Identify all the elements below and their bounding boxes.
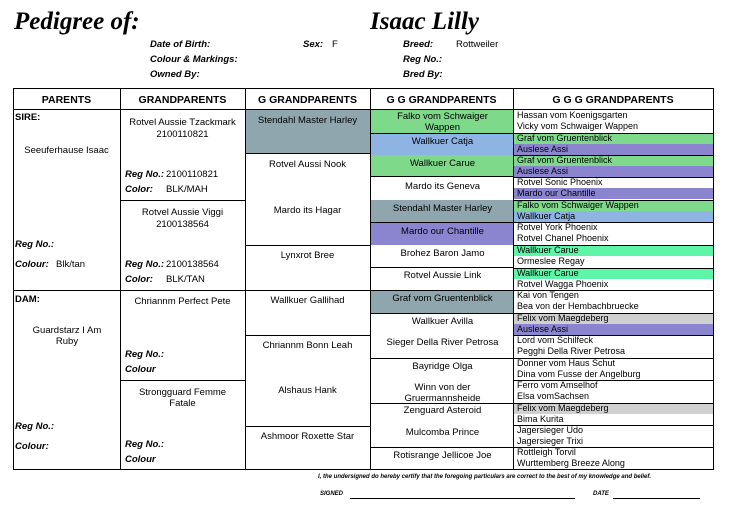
gg-grandparent: Mardo our Chantille [401, 226, 484, 237]
ggg-grandparent: Felix vom Maegdeberg [517, 313, 609, 323]
ggg-grandparent: Auslese Assi [517, 144, 569, 154]
reg-no-label: Reg No.: [403, 54, 443, 65]
grandparent-color-value: BLK/TAN [166, 274, 205, 285]
breed-label: Breed: [403, 39, 434, 50]
dam-colour-label: Colour: [15, 441, 49, 452]
ggg-grandparent: Auslese Assi [517, 324, 569, 334]
ggg-grandparent: Lord vom Schilfeck [517, 335, 594, 345]
grandparent-reg-value: 2100138564 [166, 259, 219, 270]
sire-colour-value: Blk/tan [56, 259, 86, 270]
g-grandparent: Ashmoor Roxette Star [260, 431, 355, 442]
ggg-grandparent: Graf vom Gruentenblick [517, 155, 613, 165]
ggg-grandparent: Auslese Assi [517, 166, 569, 176]
grandparent-reg-label: Reg No.: [125, 169, 165, 180]
g-grandparent: Rotvel Aussi Nook [268, 159, 347, 170]
grandparent-color-label: Color: [125, 274, 153, 285]
col-header-parents: PARENTS [41, 94, 92, 106]
gg-grandparent: Bayridge Olga [412, 361, 473, 372]
ggg-grandparent: Jagersieger Trixi [517, 436, 584, 446]
grandparent-number: 2100138564 [156, 219, 209, 230]
ggg-grandparent: Pegghi Della River Petrosa [517, 346, 626, 356]
ggg-grandparent: Hassan vom Koenigsgarten [517, 110, 628, 120]
grandparent-reg-label: Reg No.: [125, 349, 165, 360]
grandparent-colour-label: Colour [125, 364, 156, 375]
gg-grandparent: Zenguard Asteroid [403, 405, 482, 416]
ggg-grandparent: Kai von Tengen [517, 290, 579, 300]
ggg-grandparent: Rotvel Wagga Phoenix [517, 279, 609, 289]
grandparent-reg-label: Reg No.: [125, 259, 165, 270]
dam-name: Guardstarz I Am Ruby [32, 325, 102, 347]
gg-grandparent: Mulcomba Prince [405, 427, 480, 438]
grandparent-colour-label: Colour [125, 454, 156, 465]
sire-name: Seeuferhause Isaac [24, 145, 109, 156]
bred-by-label: Bred By: [403, 69, 443, 80]
ggg-grandparent: Rotvel Chanel Phoenix [517, 233, 609, 243]
page-title: Pedigree of: [14, 8, 140, 35]
dam-reg-label: Reg No.: [15, 421, 55, 432]
g-grandparent: Lynxrot Bree [280, 250, 335, 261]
ggg-grandparent: Felix vom Maegdeberg [517, 403, 609, 413]
grandparent-reg-value: 2100110821 [166, 169, 219, 180]
sire-reg-label: Reg No.: [15, 239, 55, 250]
ggg-grandparent: Jagersieger Udo [517, 425, 584, 435]
sire-label: SIRE: [15, 112, 41, 123]
sex-value: F [332, 39, 338, 50]
g-grandparent: Wallkuer Gallihad [270, 295, 345, 306]
date-label: DATE [593, 491, 609, 497]
gg-grandparent: Falko vom Schwaiger Wappen [397, 111, 488, 133]
ggg-grandparent: Ormeslee Regay [517, 256, 585, 266]
gg-grandparent: Brohez Baron Jamo [400, 248, 485, 259]
sire-colour-label: Colour: [15, 259, 49, 270]
gg-grandparent: Rotisrange Jellicoe Joe [393, 450, 492, 461]
ggg-grandparent: Wallkuer Carue [517, 245, 579, 255]
g-grandparent: Mardo its Hagar [273, 205, 342, 216]
col-header-grandparents: GRANDPARENTS [138, 94, 227, 106]
gg-grandparent: Winn von der Gruermannsheide [404, 382, 481, 404]
signed-label: SIGNED [320, 491, 344, 497]
breed-value: Rottweiler [456, 39, 499, 50]
ggg-grandparent: Rottleigh Torvil [517, 447, 576, 457]
date-line [613, 498, 700, 499]
ggg-grandparent: Bea von der Hembachbruecke [517, 301, 639, 311]
signature-line [350, 498, 575, 499]
gg-grandparent: Wallkuer Catja [411, 136, 474, 147]
ggg-grandparent: Mardo our Chantille [517, 188, 596, 198]
ggg-grandparent: Wurttemberg Breeze Along [517, 458, 625, 468]
gg-grandparent: Wallkuer Avilla [411, 316, 474, 327]
col-header-g-grandparents: G GRANDPARENTS [258, 94, 357, 106]
grandparent-reg-label: Reg No.: [125, 439, 165, 450]
owned-by-label: Owned By: [150, 69, 200, 80]
dam-label: DAM: [15, 294, 40, 305]
gg-grandparent: Mardo its Geneva [405, 181, 480, 192]
grandparent-name: Chriannm Perfect Pete [134, 296, 231, 307]
ggg-grandparent: Dina vom Fusse der Angelburg [517, 369, 641, 379]
gg-grandparent: Rotvel Aussie Link [403, 270, 482, 281]
dog-name: Isaac Lilly [370, 8, 480, 35]
grandparent-color-label: Color: [125, 184, 153, 195]
col-header-gg-grandparents: G G GRANDPARENTS [386, 94, 497, 106]
gg-grandparent: Sieger Della River Petrosa [386, 337, 499, 348]
ggg-grandparent: Rotvel York Phoenix [517, 222, 598, 232]
g-grandparent: Chriannm Bonn Leah [262, 340, 353, 351]
certify-statement: I, the undersigned do hereby certify that the foregoing particulars are correct to the best of my knowledge and belief. [318, 474, 652, 480]
ggg-grandparent: Wallkuer Catja [517, 211, 576, 221]
gg-grandparent: Stendahl Master Harley [392, 203, 493, 214]
ggg-grandparent: Bima Kurita [517, 414, 564, 424]
ggg-grandparent: Elsa vomSachsen [517, 391, 590, 401]
grandparent-name: Strongguard Femme Fatale [138, 387, 227, 409]
dob-label: Date of Birth: [150, 39, 211, 50]
sex-label: Sex: [303, 39, 324, 50]
grandparent-name: Rotvel Aussie Tzackmark [129, 117, 236, 128]
grandparent-number: 2100110821 [156, 129, 209, 140]
ggg-grandparent: Rotvel Sonic Phoenix [517, 177, 603, 187]
col-header-ggg-grandparents: G G G GRANDPARENTS [552, 94, 674, 106]
ggg-grandparent: Ferro vom Amselhof [517, 380, 598, 390]
g-grandparent: Alshaus Hank [278, 385, 337, 396]
g-grandparent: Stendahl Master Harley [257, 115, 358, 126]
ggg-grandparent: Vicky vom Schwaiger Wappen [517, 121, 639, 131]
colour-markings-label: Colour & Markings: [150, 54, 238, 65]
ggg-grandparent: Wallkuer Carue [517, 268, 579, 278]
ggg-grandparent: Graf vom Gruentenblick [517, 133, 613, 143]
grandparent-color-value: BLK/MAH [166, 184, 208, 195]
gg-grandparent: Graf vom Gruentenblick [392, 293, 493, 304]
ggg-grandparent: Falko vom Schwaiger Wappen [517, 200, 639, 210]
gg-grandparent: Wallkuer Carue [409, 158, 476, 169]
grandparent-name: Rotvel Aussie Viggi [141, 207, 224, 218]
ggg-grandparent: Donner vom Haus Schut [517, 358, 616, 368]
